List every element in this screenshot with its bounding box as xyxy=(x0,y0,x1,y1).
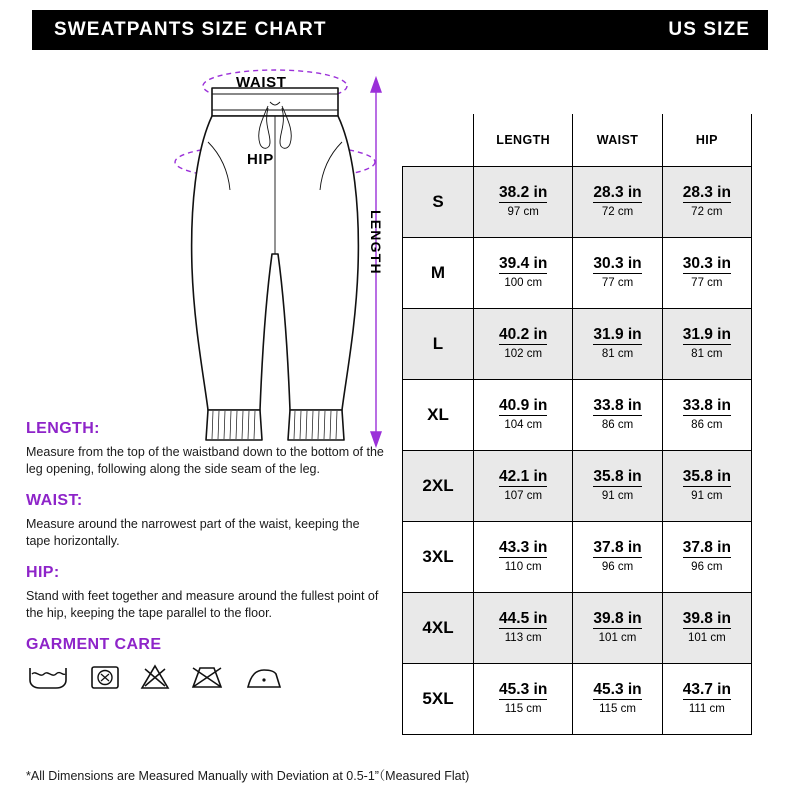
cell-length: 38.2 in 97 cm xyxy=(474,167,573,238)
table-row xyxy=(403,451,752,522)
length-heading: LENGTH: xyxy=(26,420,100,437)
column-header-waist: WAIST xyxy=(573,114,662,167)
cell-length: 43.3 in 110 cm xyxy=(474,522,573,593)
table-row xyxy=(403,593,752,664)
size-chart-table xyxy=(402,114,752,735)
footnote: *All Dimensions are Measured Manually with Deviation at 0.5-1”（Measured Flat) xyxy=(26,769,470,783)
do-not-bleach-icon xyxy=(140,662,170,692)
cell-length: 40.2 in 102 cm xyxy=(474,309,573,380)
waist-heading: WAIST: xyxy=(26,492,83,509)
garment-care-icons xyxy=(26,662,386,692)
length-text: Measure from the top of the waistband down to the bottom of the leg opening, following along the side seam of the leg. xyxy=(26,445,384,476)
cell-length: 42.1 in 107 cm xyxy=(474,451,573,522)
cell-waist: 30.3 in 77 cm xyxy=(573,238,662,309)
size-label: XL xyxy=(403,380,474,451)
waist-text: Measure around the narrowest part of the waist, keeping the tape horizontally. xyxy=(26,517,360,548)
cell-hip: 33.8 in 86 cm xyxy=(662,380,751,451)
cell-length: 44.5 in 113 cm xyxy=(474,593,573,664)
measurement-instructions xyxy=(26,420,386,692)
cell-waist: 33.8 in 86 cm xyxy=(573,380,662,451)
cell-length: 45.3 in 115 cm xyxy=(474,664,573,735)
unit-label: US SIZE xyxy=(668,19,750,40)
cell-waist: 31.9 in 81 cm xyxy=(573,309,662,380)
cell-waist: 39.8 in 101 cm xyxy=(573,593,662,664)
cell-length: 40.9 in 104 cm xyxy=(474,380,573,451)
header-bar xyxy=(32,10,768,50)
cell-waist: 28.3 in 72 cm xyxy=(573,167,662,238)
sweatpants-illustration xyxy=(150,58,400,458)
size-label: M xyxy=(403,238,474,309)
page-title: SWEATPANTS SIZE CHART xyxy=(54,19,327,40)
table-row xyxy=(403,238,752,309)
hand-wash-icon xyxy=(26,662,70,692)
hip-text: Stand with feet together and measure around the fullest point of the hip, keeping the tape parallel to the floor. xyxy=(26,589,379,620)
size-label: L xyxy=(403,309,474,380)
hip-callout-label: HIP xyxy=(247,151,274,168)
table-row xyxy=(403,522,752,593)
garment-care-heading: GARMENT CARE xyxy=(26,636,162,653)
size-label: 2XL xyxy=(403,451,474,522)
do-not-dry-clean-icon xyxy=(190,662,224,692)
size-label: 5XL xyxy=(403,664,474,735)
cell-hip: 35.8 in 91 cm xyxy=(662,451,751,522)
table-row xyxy=(403,380,752,451)
table-row xyxy=(403,167,752,238)
cell-hip: 37.8 in 96 cm xyxy=(662,522,751,593)
cell-hip: 31.9 in 81 cm xyxy=(662,309,751,380)
cell-waist: 37.8 in 96 cm xyxy=(573,522,662,593)
cell-hip: 30.3 in 77 cm xyxy=(662,238,751,309)
iron-low-icon xyxy=(244,666,284,692)
column-header-length: LENGTH xyxy=(474,114,573,167)
cell-hip: 43.7 in 111 cm xyxy=(662,664,751,735)
table-header-row xyxy=(403,114,752,167)
cell-waist: 35.8 in 91 cm xyxy=(573,451,662,522)
cell-hip: 39.8 in 101 cm xyxy=(662,593,751,664)
hip-heading: HIP: xyxy=(26,564,60,581)
table-row xyxy=(403,309,752,380)
table-corner-cell xyxy=(403,114,474,167)
length-callout-label: LENGTH xyxy=(368,210,384,275)
table-row xyxy=(403,664,752,735)
cell-length: 39.4 in 100 cm xyxy=(474,238,573,309)
column-header-hip: HIP xyxy=(662,114,751,167)
size-label: 4XL xyxy=(403,593,474,664)
size-label: 3XL xyxy=(403,522,474,593)
waist-callout-label: WAIST xyxy=(236,74,287,91)
do-not-tumble-dry-icon xyxy=(90,662,120,692)
cell-hip: 28.3 in 72 cm xyxy=(662,167,751,238)
size-label: S xyxy=(403,167,474,238)
cell-waist: 45.3 in 115 cm xyxy=(573,664,662,735)
